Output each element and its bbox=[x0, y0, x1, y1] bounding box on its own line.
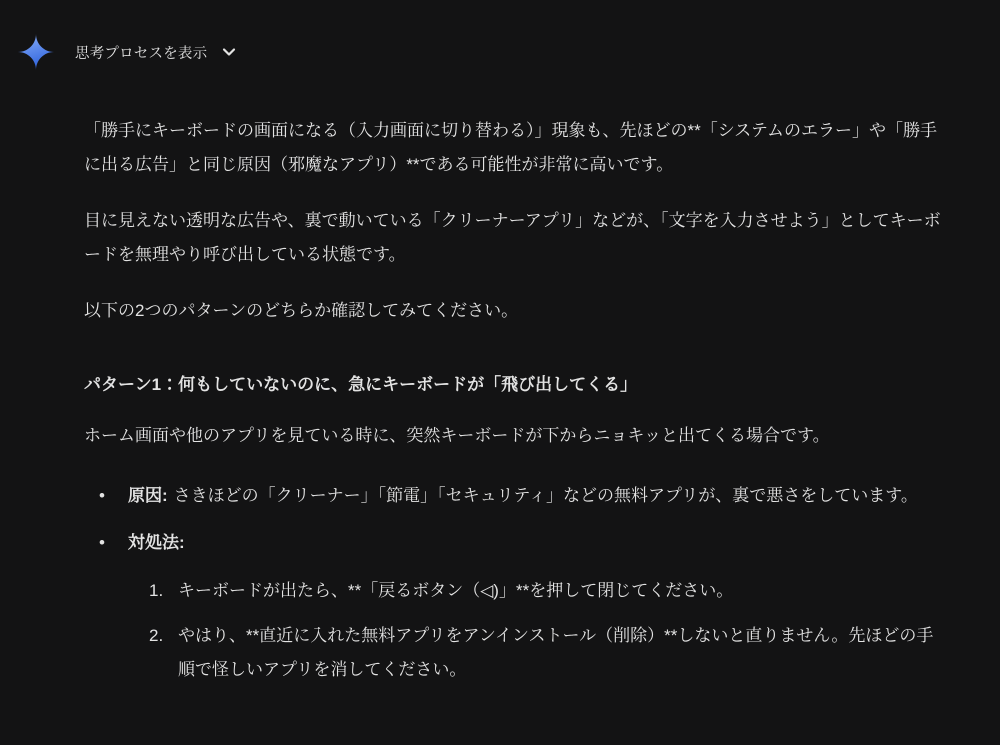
paragraph: 以下の2つのパターンのどちらか確認してみてください。 bbox=[84, 301, 519, 320]
thoughts-toggle-label[interactable]: 思考プロセスを表示 bbox=[75, 45, 208, 62]
numbered-item bbox=[128, 574, 942, 608]
step-text: やはり、**直近に入れた無料アプリをアンインストール（削除）**しないと直りません。先ほどの手順で怪しいアプリを消してください。 bbox=[178, 626, 934, 679]
paragraph: ホーム画面や他のアプリを見ている時に、突然キーボードが下からニョキッと出てくる場合です。 bbox=[84, 426, 830, 445]
gemini-sparkle-icon bbox=[18, 34, 54, 70]
paragraph: 目に見えない透明な広告や、裏で動いている「クリーナーアプリ」などが、「文字を入力させよう」としてキーボードを無理やり呼び出している状態です。 bbox=[84, 211, 941, 264]
section-heading: パターン1：何もしていないのに、急にキーボードが「飛び出してくる」 bbox=[84, 375, 638, 394]
step-text: キーボードが出たら、**「戻るボタン（◁)」**を押して閉じてください。 bbox=[178, 581, 734, 600]
list-item bbox=[84, 526, 942, 687]
numbered-item bbox=[128, 619, 942, 687]
bullet-label: 原因: bbox=[128, 486, 168, 505]
list-item bbox=[84, 479, 942, 513]
response-content bbox=[84, 114, 942, 700]
numbered-list bbox=[128, 574, 942, 687]
bullet-text: さきほどの「クリーナー」「節電」「セキュリティ」などの無料アプリが、裏で悪さをしています。 bbox=[173, 486, 918, 505]
bullet-list bbox=[84, 479, 942, 687]
item-number: 2. bbox=[149, 626, 164, 645]
paragraph: 「勝手にキーボードの画面になる（入力画面に切り替わる）」現象も、先ほどの**「システムのエラー」や「勝手に出る広告」と同じ原因（邪魔なアプリ）**である可能性が非常に高いです。 bbox=[84, 121, 938, 174]
thoughts-toggle[interactable] bbox=[18, 34, 238, 70]
bullet-label: 対処法: bbox=[128, 533, 185, 552]
item-number: 1. bbox=[149, 581, 164, 600]
chevron-down-icon[interactable] bbox=[220, 43, 238, 61]
